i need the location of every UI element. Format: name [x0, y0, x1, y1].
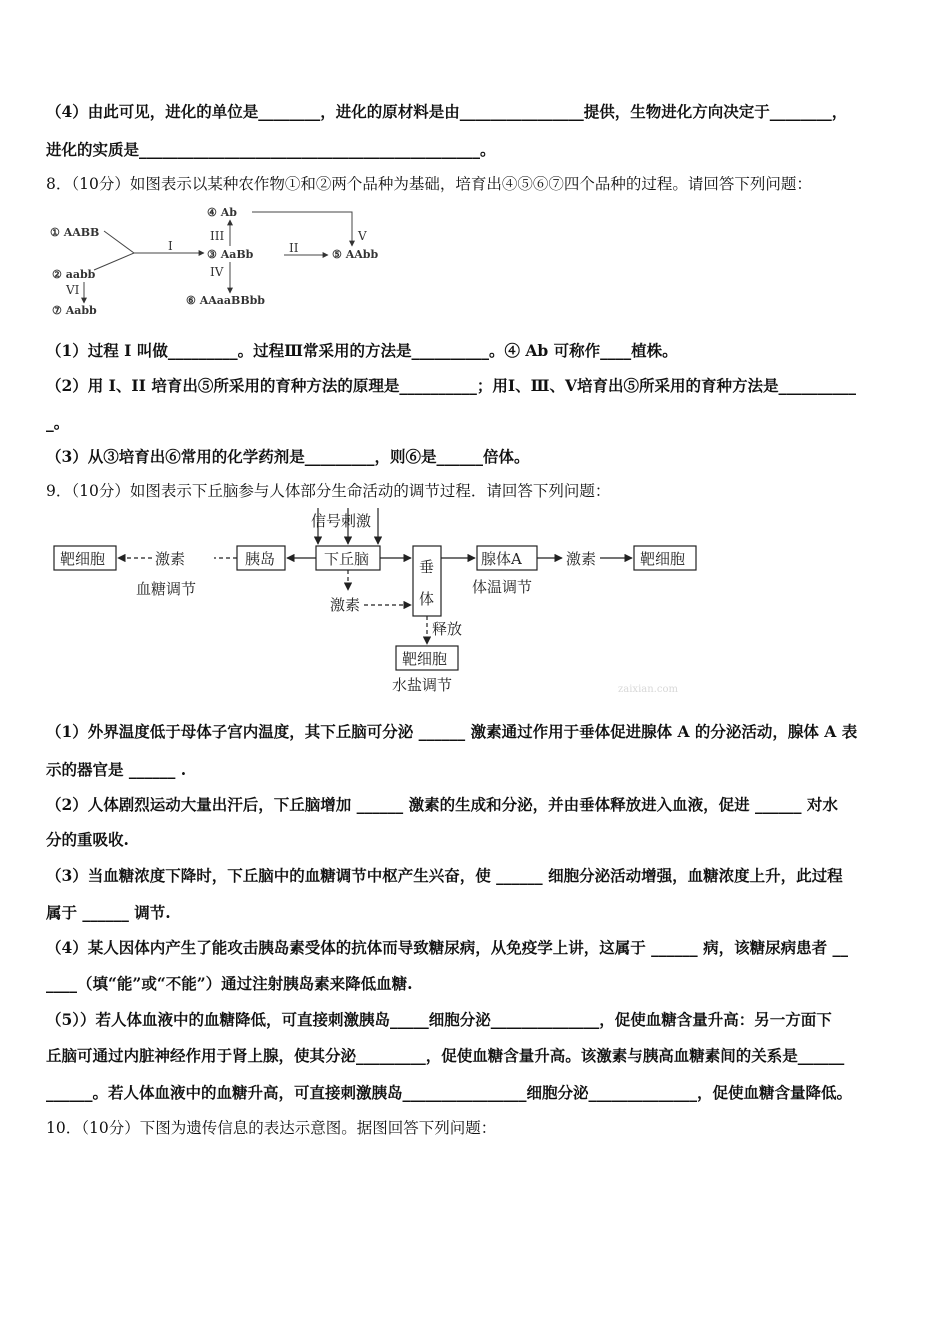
node-6-aaaabbbb: ⑥ AAaaBBbb [186, 294, 265, 307]
label-release: 释放 [432, 620, 463, 638]
q8-sub3: （3）从③培育出⑥常用的化学药剂是_________，则⑥是______倍体。 [46, 447, 530, 466]
node-7-aabb: ⑦ Aabb [52, 304, 97, 317]
label-process-3: III [210, 229, 225, 243]
label-signal: 信号刺激 [311, 512, 372, 530]
merge-line-bottom [94, 253, 134, 270]
q9-regulation-diagram [44, 506, 704, 702]
q9-sub1-line1: （1）外界温度低于母体子宫内温度，其下丘脑可分泌 ______ 激素通过作用于垂体促进腺体 A 的分泌活动，腺体 A 表 [46, 722, 858, 741]
q8-sub2-line1: （2）用 I、II 培育出⑤所采用的育种方法的原理是__________；用Ⅰ、Ⅲ、Ⅴ培育出⑤所采用的育种方法是__________ [46, 376, 856, 395]
label-target-cell-bottom: 靶细胞 [402, 650, 448, 668]
label-water-salt-regulation: 水盐调节 [392, 676, 453, 694]
q10-stem: 10．（10分）下图为遗传信息的表达示意图。据图回答下列问题： [46, 1119, 497, 1137]
q8-sub2-line2: _。 [46, 413, 70, 432]
label-hormone-left: 激素 [155, 550, 186, 568]
node-1-aabb: ① AABB [50, 226, 100, 239]
label-hypothalamus: 下丘脑 [324, 550, 370, 568]
merge-line-top [104, 231, 134, 253]
q9-sub2-line1: （2）人体剧烈运动大量出汗后，下丘脑增加 ______ 激素的生成和分泌，并由垂体释放进入血液，促进 ______ 对水 [46, 795, 838, 814]
arrow-process-5 [252, 212, 352, 246]
label-target-cell-right: 靶细胞 [640, 550, 686, 568]
q9-sub5-line2: 丘脑可通过内脏神经作用于肾上腺，使其分泌_________，促使血糖含量升高。该激素与胰高血糖素间的关系是______ [46, 1046, 845, 1065]
q7-part4-line1: （4）由此可见，进化的单位是________，进化的原材料是由________________提供，生物进化方向决定于________， [46, 102, 848, 121]
watermark-text: zaixian.com [618, 684, 678, 695]
label-target-cell-left: 靶细胞 [60, 550, 106, 568]
label-process-4: IV [210, 265, 224, 279]
q7-part4-line2: 进化的实质是____________________________________________。 [46, 140, 496, 159]
node-2-aabb: ② aabb [52, 268, 96, 281]
label-process-2: II [289, 241, 299, 255]
q9-sub4-line1: （4）某人因体内产生了能攻击胰岛素受体的抗体而导致糖尿病，从免疫学上讲，这属于 ______ 病，该糖尿病患者 __ [46, 938, 848, 957]
label-hormone-middle: 激素 [330, 596, 361, 614]
q9-sub1-line2: 示的器官是 ______ . [46, 760, 187, 779]
label-pituitary-2: 体 [419, 590, 435, 608]
q8-breeding-diagram [44, 200, 404, 320]
label-process-5: V [358, 229, 367, 243]
label-process-6: VI [66, 283, 80, 297]
label-blood-sugar-regulation: 血糖调节 [136, 580, 197, 598]
q9-sub4-line2: ____（填“能”或“不能”）通过注射胰岛素来降低血糖. [46, 974, 413, 993]
label-body-temp-regulation: 体温调节 [472, 578, 533, 596]
q9-sub3-line1: （3）当血糖浓度下降时，下丘脑中的血糖调节中枢产生兴奋，使 ______ 细胞分泌活动增强，血糖浓度上升，此过程 [46, 866, 843, 885]
label-islet: 胰岛 [245, 550, 276, 568]
q8-stem: 8．（10分）如图表示以某种农作物①和②两个品种为基础，培育出④⑤⑥⑦四个品种的过程。请回答下列问题： [46, 175, 812, 193]
q9-sub3-line2: 属于 ______ 调节. [46, 903, 171, 922]
label-pituitary-1: 垂 [419, 558, 435, 576]
node-4-ab: ④ Ab [207, 206, 237, 219]
q9-sub5-line1: （5））若人体血液中的血糖降低，可直接刺激胰岛_____细胞分泌______________，促使血糖含量升高：另一方面下 [46, 1010, 832, 1029]
node-3-aabb: ③ AaBb [207, 248, 254, 261]
q9-stem: 9．（10分）如图表示下丘脑参与人体部分生命活动的调节过程．请回答下列问题： [46, 482, 611, 500]
q9-sub2-line2: 分的重吸收. [46, 830, 129, 849]
label-process-1: I [168, 239, 173, 253]
label-gland-a: 腺体A [481, 550, 522, 568]
q9-sub5-line3: ______。若人体血液中的血糖升高，可直接刺激胰岛________________细胞分泌______________，促使血糖含量降低。 [46, 1083, 853, 1102]
node-5-aabb: ⑤ AAbb [332, 248, 379, 261]
label-hormone-right: 激素 [566, 550, 597, 568]
q8-sub1: （1）过程 I 叫做_________。过程Ⅲ常采用的方法是__________。④ Ab 可称作____植株。 [46, 341, 678, 360]
